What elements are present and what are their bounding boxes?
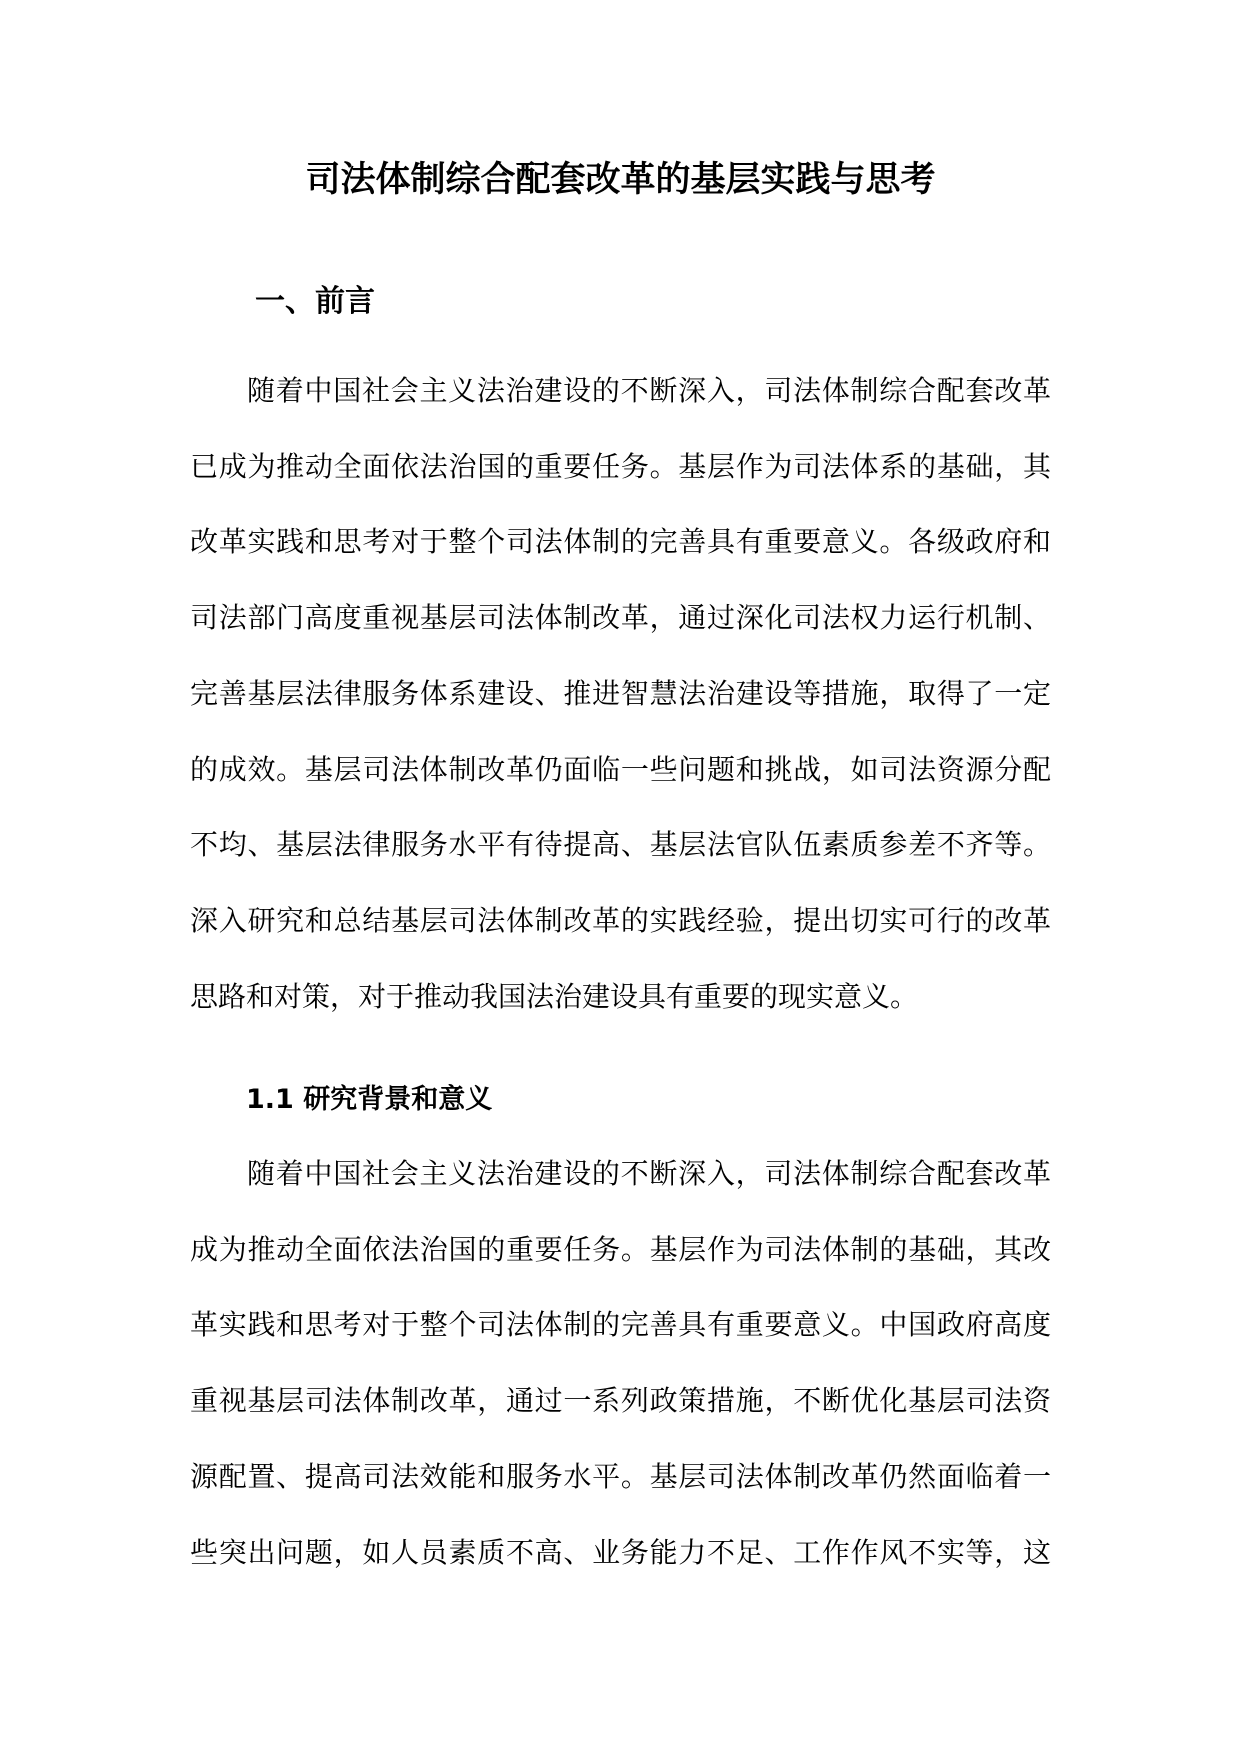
paragraph-line: 深入研究和总结基层司法体制改革的实践经验，提出切实可行的改革 [190,903,1051,937]
paragraph-line: 完善基层法律服务体系建设、推进智慧法治建设等措施，取得了一定 [190,676,1051,710]
document-title: 司法体制综合配套改革的基层实践与思考 [305,160,936,200]
paragraph-line: 不均、基层法律服务水平有待提高、基层法官队伍素质参差不齐等。 [190,828,1051,862]
section-heading-preface: 一、前言 [255,284,375,319]
paragraph-line: 司法部门高度重视基层司法体制改革，通过深化司法权力运行机制、 [190,601,1051,635]
paragraph-line: 重视基层司法体制改革，通过一系列政策措施，不断优化基层司法资 [190,1384,1051,1418]
section-heading-background: 1.1 研究背景和意义 [246,1084,493,1115]
paragraph-line: 随着中国社会主义法治建设的不断深入，司法体制综合配套改革 [247,374,1051,407]
paragraph-line: 改革实践和思考对于整个司法体制的完善具有重要意义。各级政府和 [190,525,1051,559]
paragraph-line: 的成效。基层司法体制改革仍面临一些问题和挑战，如司法资源分配 [190,752,1051,786]
paragraph-line: 随着中国社会主义法治建设的不断深入，司法体制综合配套改革 [247,1157,1051,1190]
paragraph-line: 些突出问题，如人员素质不高、业务能力不足、工作作风不实等，这 [190,1535,1051,1569]
paragraph-line: 思路和对策，对于推动我国法治建设具有重要的现实意义。 [190,979,919,1013]
paragraph-line: 源配置、提高司法效能和服务水平。基层司法体制改革仍然面临着一 [190,1459,1051,1493]
paragraph-line: 革实践和思考对于整个司法体制的完善具有重要意义。中国政府高度 [190,1308,1051,1342]
paragraph-line: 已成为推动全面依法治国的重要任务。基层作为司法体系的基础，其 [190,449,1051,483]
paragraph-line: 成为推动全面依法治国的重要任务。基层作为司法体制的基础，其改 [190,1232,1051,1266]
